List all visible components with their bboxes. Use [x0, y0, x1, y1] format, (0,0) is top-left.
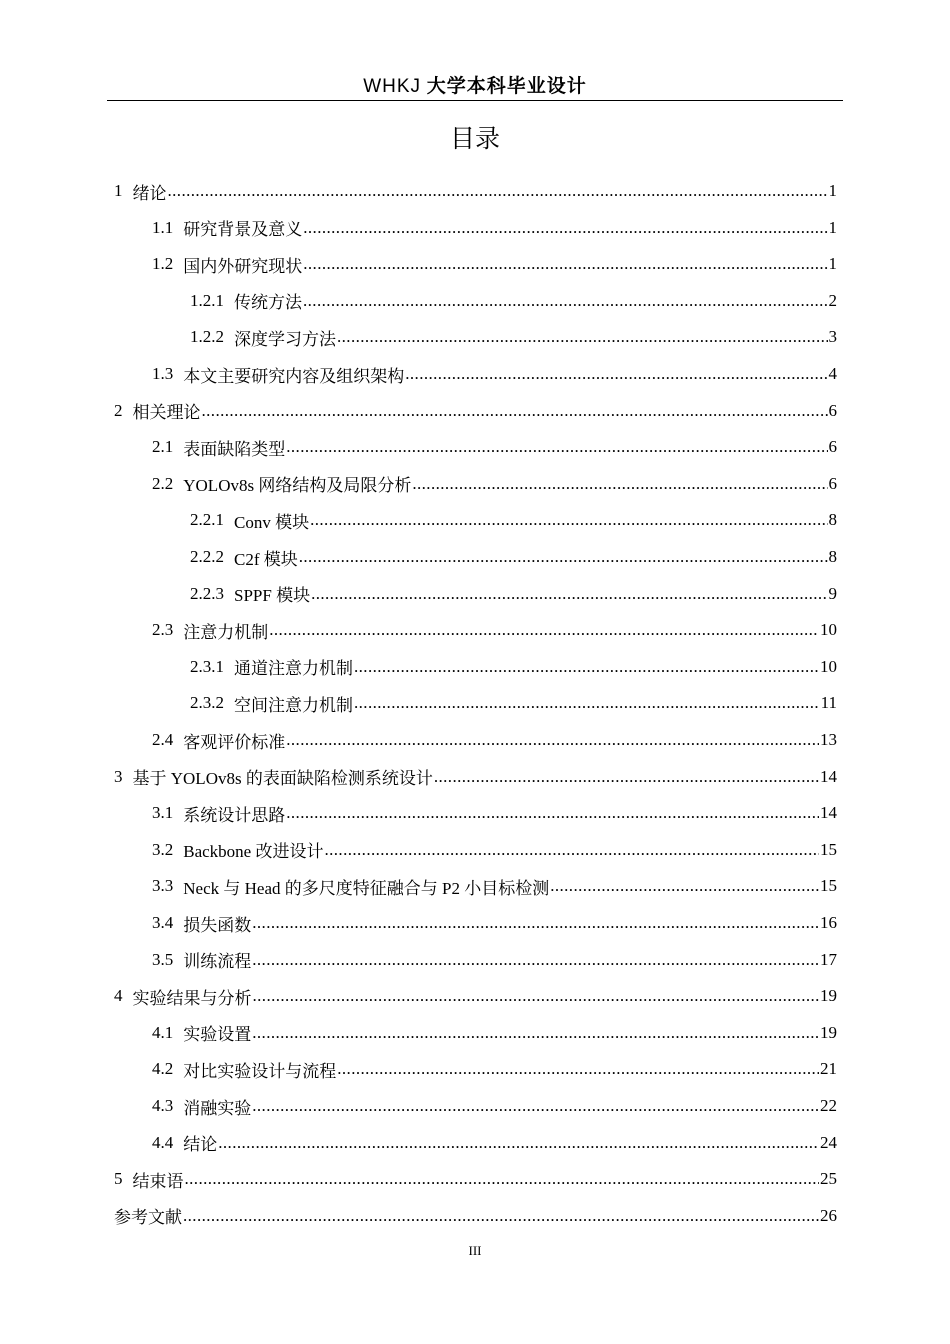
- toc-leader-dots: [354, 693, 820, 713]
- page-number: III: [468, 1243, 482, 1258]
- toc-entry[interactable]: [152, 466, 837, 502]
- toc-leader-dots: [299, 547, 828, 567]
- header-cjk: 大学本科毕业设计: [426, 75, 587, 97]
- toc-entry-label: 通道注意力机制: [234, 659, 353, 679]
- toc-leader-dots: [168, 181, 828, 201]
- toc-entry-label: 结束语: [132, 1171, 184, 1191]
- toc-entry-label: 消融实验: [183, 1098, 252, 1118]
- toc-entry-label: 损失函数: [183, 915, 252, 935]
- toc-entry[interactable]: [190, 649, 837, 685]
- toc-leader-dots: [253, 986, 820, 1006]
- toc-entry-number: 3.4: [152, 913, 174, 932]
- toc-entry[interactable]: [114, 393, 837, 429]
- toc-entry-page: 17: [820, 949, 837, 969]
- toc-leader-dots: [286, 437, 827, 457]
- toc-leader-dots: [412, 474, 827, 494]
- toc-entry-label: 相关理论: [132, 403, 201, 423]
- toc-entry-page: 19: [820, 1022, 837, 1042]
- toc-entry-page: 15: [820, 876, 837, 896]
- toc-entry-number: 2.3.2: [190, 693, 224, 713]
- toc-entry-label: SPPF 模块: [234, 586, 311, 606]
- toc-leader-dots: [434, 767, 819, 787]
- toc-entry-number: 1.1: [152, 217, 174, 237]
- toc-entry[interactable]: [152, 1051, 837, 1087]
- running-header: [107, 74, 843, 101]
- toc-entry-page: 1: [828, 181, 837, 200]
- page-title: 目录: [449, 124, 500, 153]
- toc-entry[interactable]: [152, 1015, 837, 1051]
- toc-entry-page: 19: [820, 986, 837, 1006]
- toc-entry-page: 8: [828, 547, 837, 566]
- toc-entry-label: Backbone 改进设计: [183, 842, 324, 862]
- toc-leader-dots: [252, 1096, 819, 1116]
- toc-entry-label: 绪论: [132, 183, 167, 203]
- toc-entry[interactable]: [190, 319, 837, 355]
- toc-entry-number: 4.2: [152, 1059, 174, 1079]
- toc-entry-label: 传统方法: [234, 293, 302, 313]
- toc-entry-number: 2.2: [152, 473, 174, 493]
- toc-entry[interactable]: [152, 868, 837, 904]
- toc-entry-number: 4: [114, 986, 123, 1006]
- toc-entry-number: 1.3: [152, 364, 174, 383]
- toc-leader-dots: [183, 1206, 819, 1226]
- toc-entry-page: 6: [828, 400, 837, 420]
- toc-entry-label: YOLOv8s 网络结构及局限分析: [183, 476, 412, 496]
- toc-entry-page: 4: [828, 364, 837, 383]
- toc-entry[interactable]: [152, 795, 837, 831]
- toc-entry-number: 2: [114, 400, 123, 420]
- toc-entry-number: 3.3: [152, 876, 174, 896]
- toc-entry-number: 1: [114, 181, 123, 200]
- toc-entry-number: 2.3.1: [190, 656, 224, 676]
- toc-entry-number: 3.1: [152, 803, 174, 823]
- toc-entry-label: 国内外研究现状: [183, 256, 303, 276]
- toc-entry-number: 2.4: [152, 730, 174, 749]
- toc-leader-dots: [202, 401, 828, 421]
- toc-leader-dots: [337, 327, 828, 347]
- toc-leader-dots: [354, 657, 819, 677]
- toc-leader-dots: [303, 291, 828, 311]
- toc-entry[interactable]: [152, 832, 837, 868]
- toc-entry-page: 10: [820, 656, 837, 676]
- toc-entry-number: 3.2: [152, 839, 174, 859]
- header-latin: WHKJ: [363, 76, 422, 97]
- toc-entry-number: 1.2: [152, 254, 174, 274]
- toc-leader-dots: [286, 803, 819, 823]
- toc-entry-page: 1: [828, 217, 837, 237]
- toc-entry[interactable]: [190, 576, 837, 612]
- toc-entry-page: 10: [820, 620, 837, 640]
- toc-entry[interactable]: [114, 759, 837, 795]
- toc-entry[interactable]: [190, 502, 837, 538]
- toc-entry[interactable]: [114, 978, 837, 1014]
- toc-entry-number: 1.2.1: [190, 290, 224, 310]
- toc-leader-dots: [252, 950, 819, 970]
- toc-entry-page: 14: [820, 766, 837, 786]
- toc-entry-number: 2.3: [152, 620, 174, 640]
- toc-entry[interactable]: [152, 1088, 837, 1124]
- toc-entry-label: 系统设计思路: [183, 805, 286, 825]
- toc-leader-dots: [324, 840, 819, 860]
- toc-entry-page: 8: [828, 510, 837, 530]
- toc-entry-page: 11: [820, 693, 837, 713]
- toc-entry-label: C2f 模块: [234, 549, 298, 569]
- toc-entry-number: 4.3: [152, 1096, 174, 1115]
- toc-entry[interactable]: [190, 539, 837, 575]
- toc-leader-dots: [218, 1133, 819, 1153]
- toc-leader-dots: [303, 254, 827, 274]
- toc-entry-number: 3: [114, 766, 123, 786]
- toc-leader-dots: [550, 876, 819, 896]
- toc-entry[interactable]: [114, 173, 837, 209]
- toc-leader-dots: [252, 913, 819, 933]
- toc-entry-number: 1.2.2: [190, 327, 224, 347]
- toc-entry[interactable]: [114, 1198, 837, 1234]
- toc-entry-page: 3: [828, 327, 837, 347]
- toc-entry-page: 25: [820, 1169, 837, 1189]
- toc-leader-dots: [303, 218, 827, 238]
- toc-entry-page: 26: [820, 1205, 837, 1225]
- toc-entry-page: 24: [820, 1132, 837, 1152]
- toc-leader-dots: [337, 1059, 819, 1079]
- toc-entry-page: 6: [828, 473, 837, 493]
- toc-entry-page: 22: [820, 1096, 837, 1115]
- toc-leader-dots: [269, 620, 819, 640]
- toc-entry-label: 研究背景及意义: [183, 220, 303, 240]
- toc-leader-dots: [185, 1169, 820, 1189]
- toc-entry-label: 实验设置: [183, 1025, 252, 1045]
- toc-entry-page: 21: [820, 1059, 837, 1079]
- toc-leader-dots: [252, 1023, 819, 1043]
- toc-entry-page: 13: [820, 730, 837, 749]
- toc-entry[interactable]: [152, 612, 837, 648]
- toc-entry-label: Neck 与 Head 的多尺度特征融合与 P2 小目标检测: [183, 878, 550, 898]
- toc-entry-label: 对比实验设计与流程: [183, 1061, 337, 1081]
- toc-entry-page: 14: [820, 803, 837, 823]
- toc-entry[interactable]: [152, 722, 837, 758]
- toc-entry[interactable]: [152, 1125, 837, 1161]
- toc-entry-label: 表面缺陷类型: [183, 439, 286, 459]
- toc-entry-number: 4.1: [152, 1022, 174, 1042]
- toc-entry[interactable]: [152, 246, 837, 282]
- toc-entry-number: 4.4: [152, 1132, 174, 1152]
- toc-entry[interactable]: [152, 356, 837, 392]
- toc-entry-page: 1: [828, 254, 837, 274]
- toc-entry-label: 注意力机制: [183, 622, 269, 642]
- toc-entry[interactable]: [190, 685, 837, 721]
- toc-entry-label: 训练流程: [183, 952, 252, 972]
- toc-entry-page: 15: [820, 839, 837, 859]
- toc-entry-page: 6: [828, 437, 837, 457]
- toc-entry-number: 2.2.1: [190, 510, 224, 530]
- toc-entry-number: 2.2.2: [190, 547, 224, 566]
- toc-entry-label: 参考文献: [114, 1208, 182, 1228]
- toc-entry[interactable]: [152, 210, 837, 246]
- toc-entry-page: 16: [820, 913, 837, 932]
- toc-entry[interactable]: [190, 283, 837, 319]
- toc-entry-number: 2.2.3: [190, 583, 224, 603]
- toc-entry-page: 2: [828, 290, 837, 310]
- toc-entry-label: 实验结果与分析: [132, 988, 252, 1008]
- toc-entry-label: 基于 YOLOv8s 的表面缺陷检测系统设计: [132, 769, 433, 789]
- toc-leader-dots: [286, 730, 819, 750]
- toc-leader-dots: [311, 584, 827, 604]
- toc-entry-label: 深度学习方法: [234, 329, 336, 349]
- toc-entry-number: 3.5: [152, 949, 174, 969]
- toc-entry-number: 2.1: [152, 437, 174, 457]
- toc-entry-page: 9: [828, 583, 837, 603]
- toc-entry-label: 本文主要研究内容及组织架构: [183, 366, 405, 386]
- toc-entry-label: 客观评价标准: [183, 732, 286, 752]
- toc-leader-dots: [405, 364, 827, 384]
- toc-entry[interactable]: [114, 1161, 837, 1197]
- toc-entry[interactable]: [152, 905, 837, 941]
- toc-entry-label: 空间注意力机制: [234, 695, 353, 715]
- toc-entry-number: 5: [114, 1169, 123, 1189]
- toc-entry[interactable]: [152, 429, 837, 465]
- toc-entry[interactable]: [152, 942, 837, 978]
- toc-entry-label: Conv 模块: [234, 512, 310, 532]
- toc-entry-label: 结论: [183, 1135, 218, 1155]
- toc-leader-dots: [310, 510, 827, 530]
